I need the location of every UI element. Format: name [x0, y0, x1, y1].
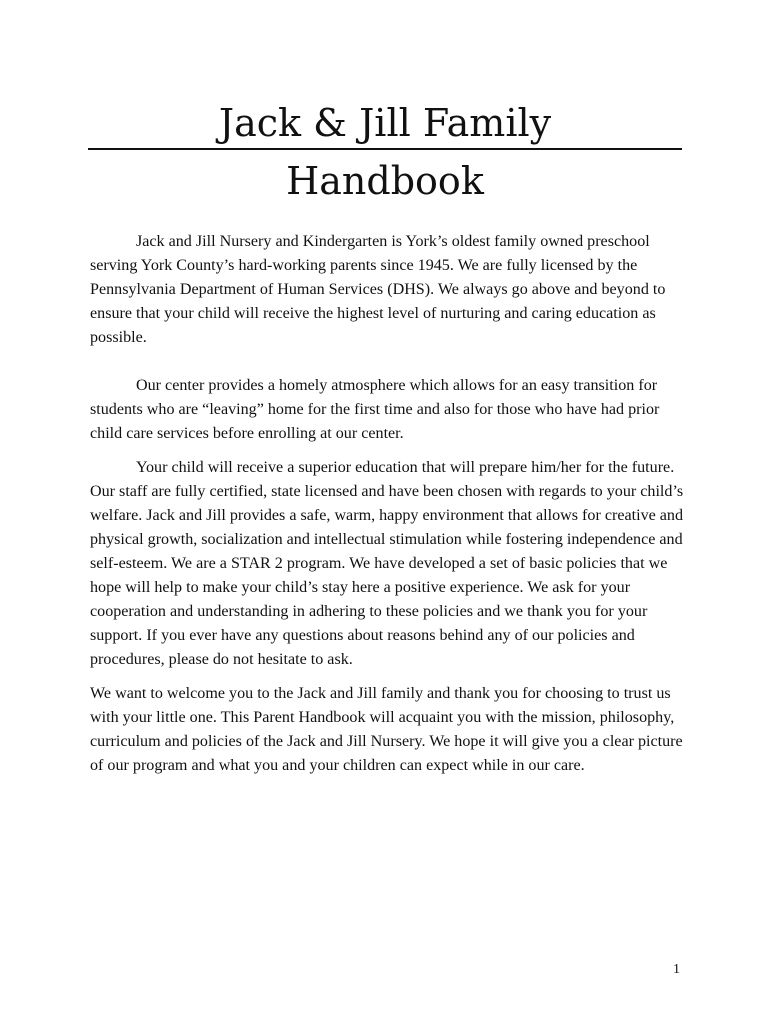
document-body	[90, 230, 690, 778]
center-atmosphere-paragraph: Our center provides a homely atmosphere which allows for an easy transition for students who are “leaving” home for the first time and also for those who have had prior child care services before enrolling at our center.	[90, 377, 660, 442]
title-underline	[88, 148, 682, 150]
intro-paragraph: Jack and Jill Nursery and Kindergarten is York’s oldest family owned preschool serving York County’s hard-working parents since 1945. We are fully licensed by the Pennsylvania Department of Human Services (DHS). We always go above and beyond to ensure that your child will receive the highest level of nurturing and caring education as possible.	[90, 233, 666, 346]
document-title-line-2: Handbook	[286, 159, 484, 203]
education-policies-paragraph: Your child will receive a superior education that will prepare him/her for the future. Our staff are fully certified, state licensed and have been chosen with regards to your child’s welfare. Jack and Jill provides a safe, warm, happy environment that allows for creative and physical growth, socialization and intellectual stimulation while fostering independence and self-esteem. We are a STAR 2 program. We have developed a set of basic policies that we hope will help to make your child’s stay here a positive experience. We ask for your cooperation and understanding in adhering to these policies and we thank you for your support. If you ever have any questions about reasons behind any of our policies and procedures, please do not hesitate to ask.	[90, 459, 684, 668]
welcome-paragraph: We want to welcome you to the Jack and Jill family and thank you for choosing to trust us with your little one. This Parent Handbook will acquaint you with the mission, philosophy, curriculum and policies of the Jack and Jill Nursery. We hope it will give you a clear picture of our program and what you and your children can expect while in our care.	[90, 685, 683, 774]
document-title-line-1: Jack & Jill Family	[218, 101, 552, 145]
page-number: 1	[673, 962, 680, 977]
